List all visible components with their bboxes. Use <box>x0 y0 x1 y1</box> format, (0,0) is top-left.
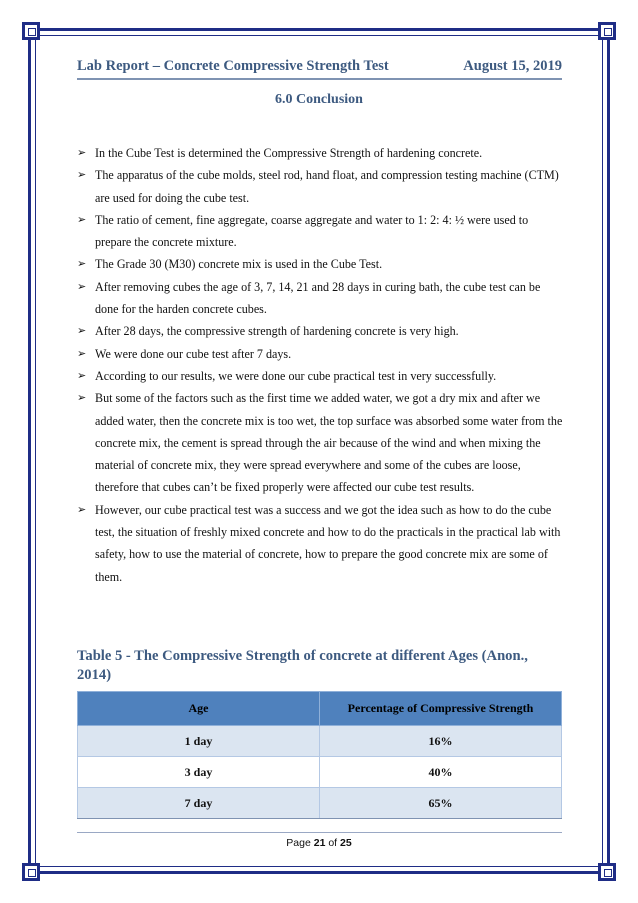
current-page-number: 21 <box>313 837 326 849</box>
footer-divider <box>77 832 562 833</box>
conclusion-list <box>77 142 563 588</box>
report-date: August 15, 2019 <box>463 58 562 74</box>
arrow-bullet-icon: ➢ <box>77 392 87 405</box>
table-cell-strength: 40% <box>320 757 562 788</box>
list-item <box>77 164 563 209</box>
table-header-row <box>78 692 562 726</box>
list-item <box>77 142 563 164</box>
table-row <box>78 788 562 819</box>
arrow-bullet-icon: ➢ <box>77 169 87 182</box>
list-item-text: The apparatus of the cube molds, steel rod, hand float, and compression testing machine (CTM) are used for doing the cube test. <box>95 168 559 205</box>
list-item-text: In the Cube Test is determined the Compressive Strength of hardening concrete. <box>95 146 483 160</box>
table-cell-age: 3 day <box>78 757 320 788</box>
list-item-text: After 28 days, the compressive strength of hardening concrete is very high. <box>95 324 459 339</box>
list-item-text: The ratio of cement, fine aggregate, coarse aggregate and water to 1: 2: 4: ½ were used to prepare the concrete mixture. <box>95 212 529 250</box>
list-item <box>77 320 563 342</box>
arrow-bullet-icon: ➢ <box>77 213 87 226</box>
list-item <box>77 387 563 498</box>
arrow-bullet-icon: ➢ <box>77 347 87 360</box>
header-divider <box>77 78 562 80</box>
list-item <box>77 499 563 588</box>
arrow-bullet-icon: ➢ <box>77 280 87 293</box>
arrow-bullet-icon: ➢ <box>77 503 87 516</box>
border-corner-ornament <box>22 22 40 40</box>
section-title: 6.0 Conclusion <box>275 92 363 107</box>
table-cell-age: 7 day <box>78 788 320 819</box>
table-cell-age: 1 day <box>78 726 320 757</box>
list-item <box>77 253 563 275</box>
table-cell-strength: 65% <box>320 788 562 819</box>
column-header-strength: Percentage of Compressive Strength <box>320 692 562 726</box>
list-item-text: After removing cubes the age of 3, 7, 14, 21 and 28 days in curing bath, the cube test can be done for the harden concrete cubes. <box>95 279 541 317</box>
list-item-text: The Grade 30 (M30) concrete mix is used in the Cube Test. <box>95 257 383 272</box>
report-title: Lab Report – Concrete Compressive Strength Test <box>77 58 389 74</box>
total-page-count: 25 <box>340 837 352 849</box>
footer-page-word: Page <box>286 837 311 849</box>
list-item-text: We were done our cube test after 7 days. <box>95 346 292 361</box>
table-cell-strength: 16% <box>320 726 562 757</box>
arrow-bullet-icon: ➢ <box>77 258 87 271</box>
arrow-bullet-icon: ➢ <box>77 147 87 159</box>
border-corner-ornament <box>598 22 616 40</box>
border-corner-ornament <box>598 863 616 881</box>
table-row <box>78 726 562 757</box>
column-header-age: Age <box>78 692 320 726</box>
list-item <box>77 365 563 387</box>
table-caption: Table 5 - The Compressive Strength of concrete at different Ages (Anon., 2014) <box>77 648 528 683</box>
border-corner-ornament <box>22 863 40 881</box>
list-item-text: According to our results, we were done our cube practical test in very successfully. <box>95 368 497 383</box>
footer-of-word: of <box>328 837 338 849</box>
strength-table <box>77 691 562 819</box>
list-item <box>77 343 563 365</box>
list-item-text: However, our cube practical test was a success and we got the idea such as how to do the cube test, the situation of freshly mixed concrete and how to do the practicals in the practical lab with safety, how to use the material of concrete, how to prepare the good concrete mix are some of them. <box>95 502 561 584</box>
list-item-text: But some of the factors such as the first time we added water, we got a dry mix and after we added water, then the concrete mix is too wet, the top surface was absorbed some water from the concrete mix, the cement is spread through the air because of the wind and when mixing the material of concrete mix, they were spread everywhere and some of the cubes are loose, therefore that cubes can’t be fixed properly were affected our cube test results. <box>95 391 563 495</box>
arrow-bullet-icon: ➢ <box>77 325 87 338</box>
list-item <box>77 276 563 321</box>
arrow-bullet-icon: ➢ <box>77 369 87 382</box>
table-row <box>78 757 562 788</box>
page-footer <box>0 837 638 849</box>
list-item <box>77 209 563 254</box>
page-header <box>77 58 562 75</box>
